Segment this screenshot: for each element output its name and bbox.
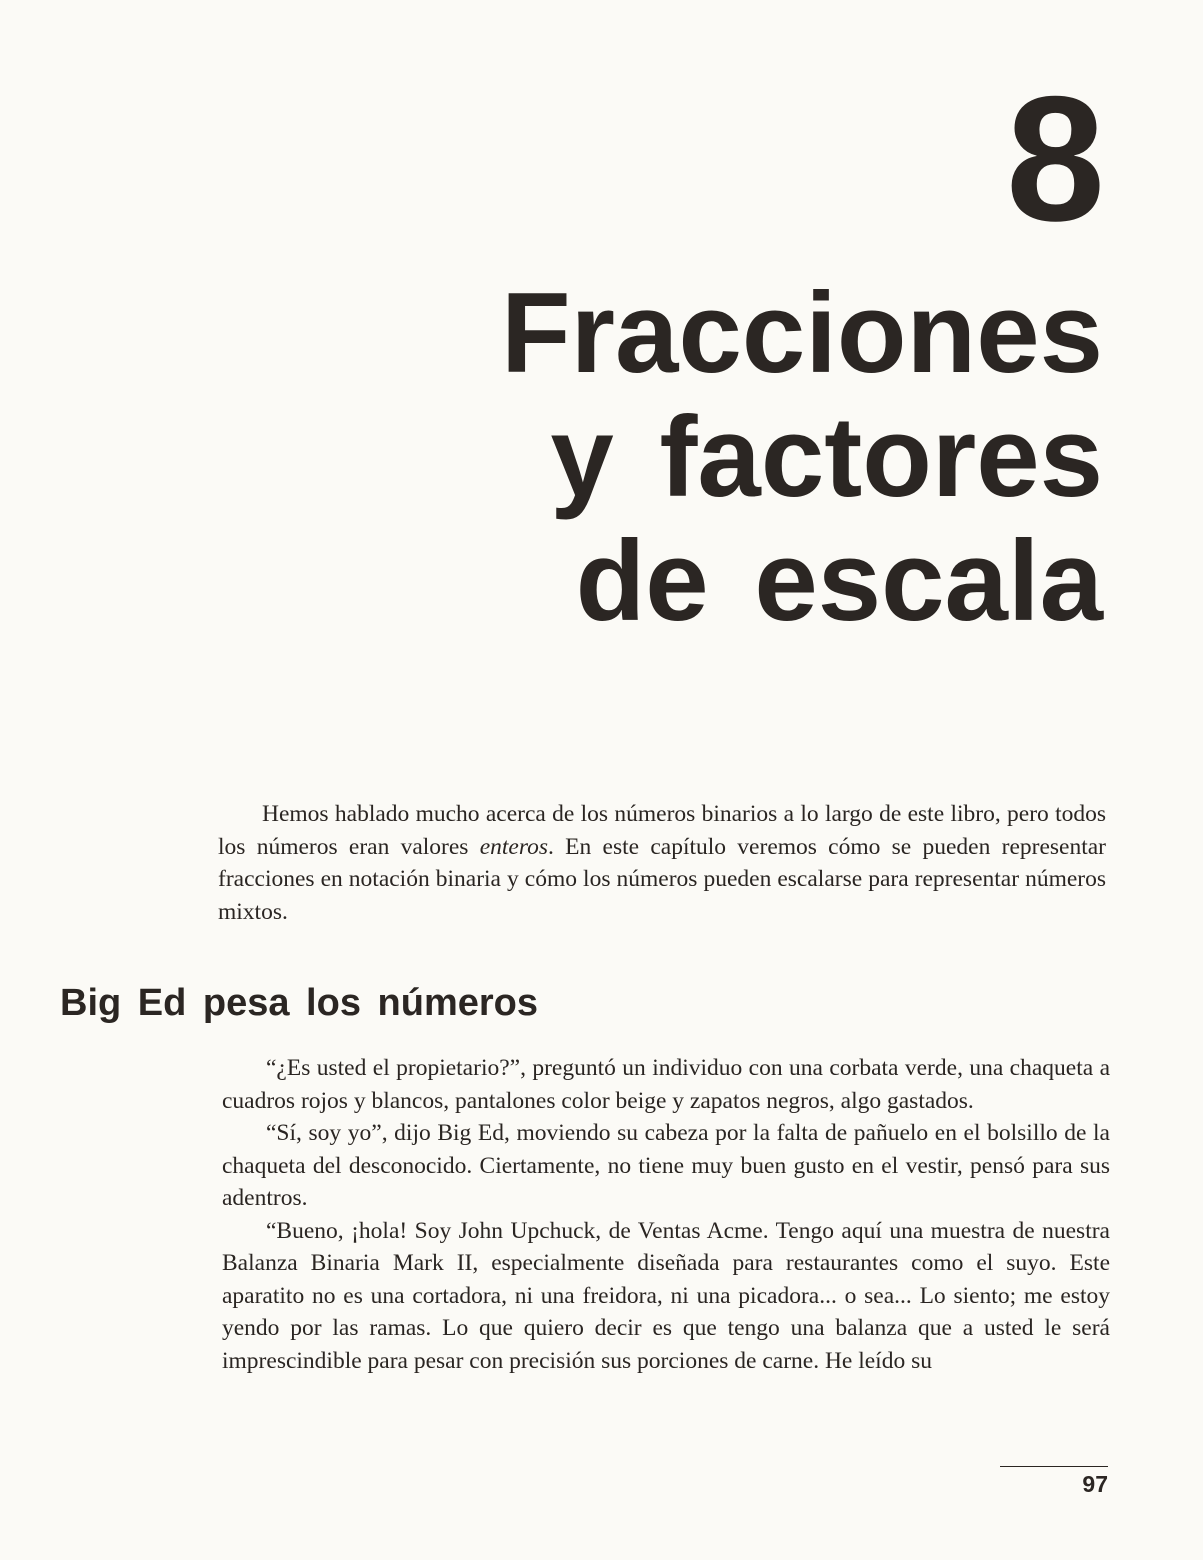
chapter-title-line: de escala bbox=[575, 518, 1103, 645]
intro-text-before: Hemos hablado mucho acerca de los números binarios a lo largo de este libro, pero todos los números eran valores bbox=[218, 801, 1106, 860]
chapter-title bbox=[303, 272, 1103, 644]
chapter-title-line: y factores bbox=[550, 394, 1103, 521]
footer-rule bbox=[1000, 1466, 1108, 1467]
intro-text-after: . En este capítulo veremos cómo se pueden representar fracciones en notación binaria y cómo los números pueden escalarse para representar números mixtos. bbox=[218, 833, 1106, 925]
chapter-number: 8 bbox=[1006, 59, 1103, 258]
body-paragraph: “Sí, soy yo”, dijo Big Ed, moviendo su cabeza por la falta de pañuelo en el bolsillo de la chaqueta del desconocido. Ciertamente, no tiene muy buen gusto en el vestir, pensó para sus adentros. bbox=[222, 1120, 1110, 1211]
section-heading: Big Ed pesa los números bbox=[60, 982, 538, 1024]
body-paragraph: “¿Es usted el propietario?”, preguntó un individuo con una corbata verde, una chaqueta a cuadros rojos y blancos, pantalones color beige y zapatos negros, algo gastados. bbox=[222, 1055, 1110, 1114]
page-number: 97 bbox=[1082, 1471, 1108, 1497]
intro-paragraph bbox=[218, 798, 1106, 928]
intro-emphasis: enteros bbox=[479, 833, 549, 860]
chapter-title-line: Fracciones bbox=[501, 270, 1103, 397]
section-body bbox=[222, 1052, 1110, 1377]
intro-paragraph-block bbox=[218, 798, 1106, 928]
body-paragraph: “Bueno, ¡hola! Soy John Upchuck, de Ventas Acme. Tengo aquí una muestra de nuestra Balanza Binaria Mark II, especialmente diseñada para restaurantes como el suyo. Este aparatito no es una cortadora, ni una freidora, ni una picadora... o sea... Lo siento; me estoy yendo por las ramas. Lo que quiero decir es que tengo una balanza que a usted le será imprescindible para pesar con precisión sus porciones de carne. He leído su bbox=[222, 1217, 1110, 1374]
